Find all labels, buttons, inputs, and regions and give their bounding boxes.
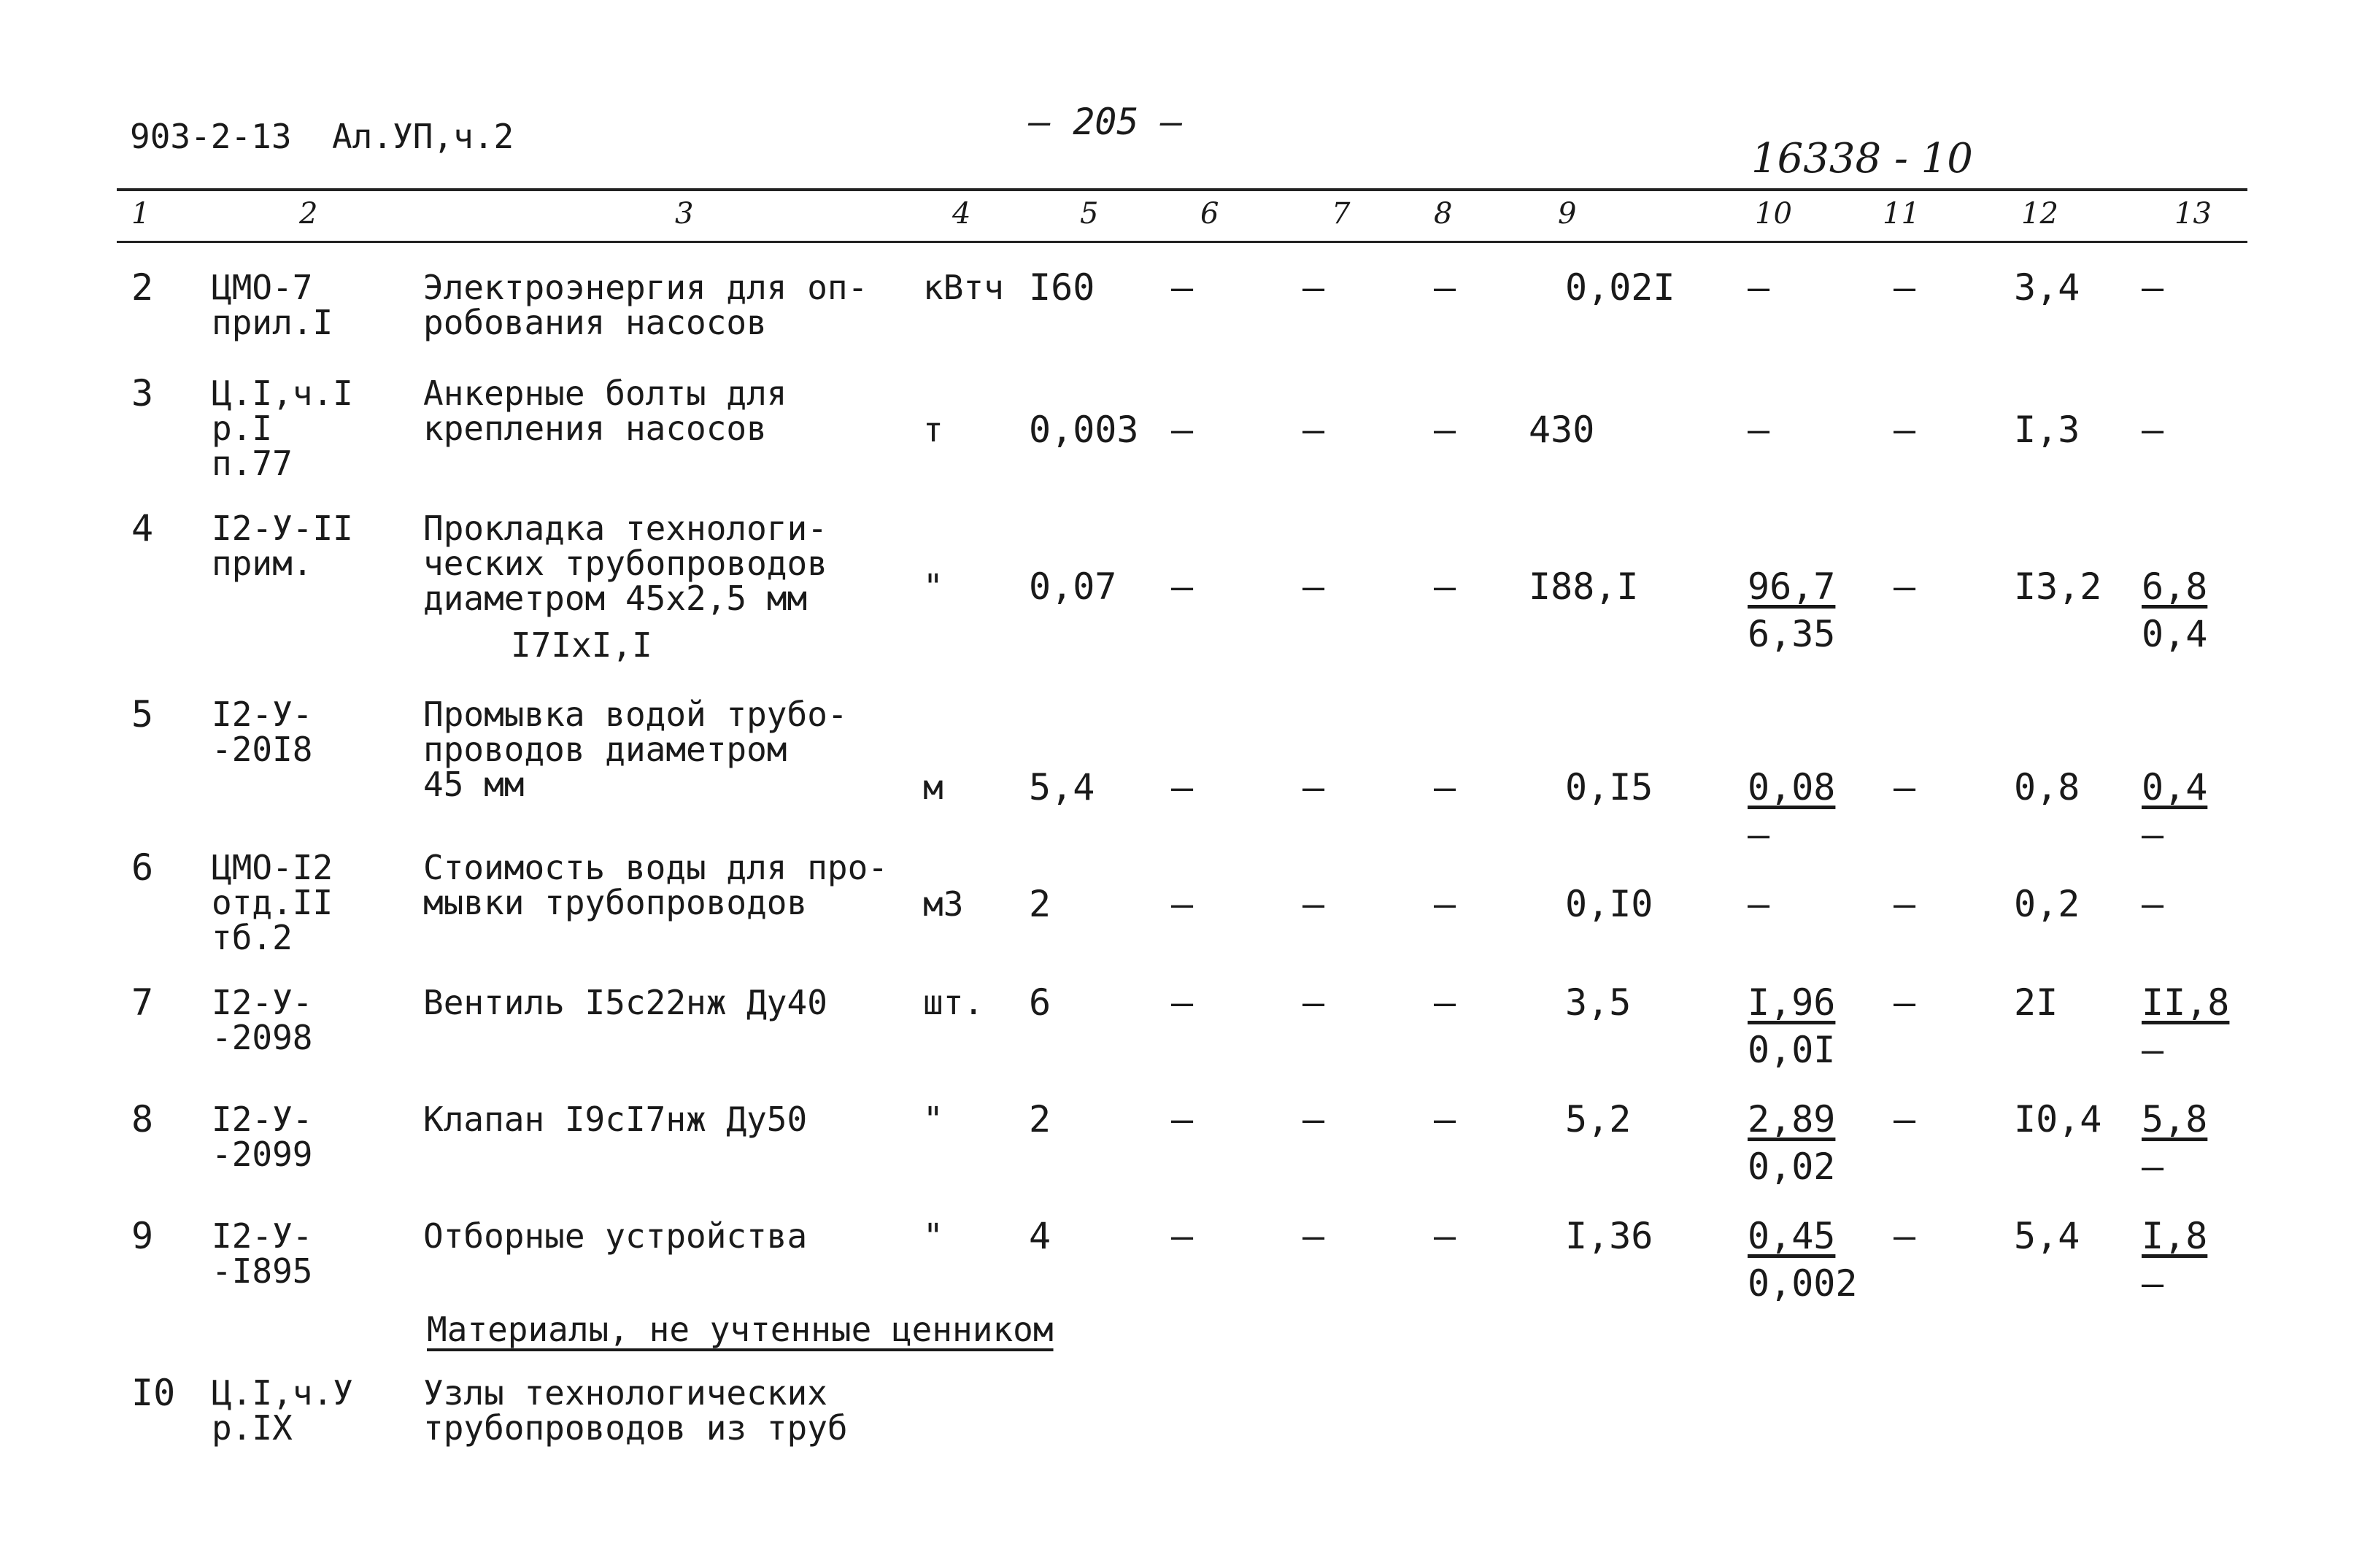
row-number: 9 (131, 1215, 154, 1257)
unit: " (923, 1216, 943, 1256)
col-11-value: – (1894, 766, 1916, 808)
col-6-value: – (1171, 981, 1194, 1024)
norm-code: I2-У-II прим. (212, 509, 353, 583)
col-10-subvalue: 0,002 (1748, 1262, 1858, 1305)
col-10-value: – (1748, 409, 1770, 451)
unit: " (923, 1100, 943, 1139)
col-11-value: – (1894, 409, 1916, 451)
quantity: 0,07 (1029, 565, 1117, 608)
col-13-subvalue: – (2142, 814, 2164, 856)
col-12-value: I,3 (2014, 409, 2080, 451)
col-10-value: 96,7 (1748, 565, 1836, 608)
col-13-subvalue: – (2142, 1262, 2164, 1305)
col-10-subvalue: 0,02 (1748, 1146, 1836, 1188)
col-13-value: I,8 (2142, 1215, 2208, 1257)
quantity: 4 (1029, 1215, 1051, 1257)
section-title: Материалы, не учтенные ценником (427, 1310, 1054, 1349)
col-10-subvalue: 6,35 (1748, 613, 1836, 655)
column-number-7: 7 (1332, 197, 1351, 231)
item-name: Анкерные болты для крепления насосов (423, 374, 787, 448)
document-code: 903-2-13 Ал.УП,ч.2 (130, 117, 514, 156)
col-12-value: 3,4 (2014, 266, 2080, 309)
col-7-value: – (1302, 409, 1325, 451)
col-11-value: – (1894, 565, 1916, 608)
item-name: Вентиль I5с22нж Ду40 (423, 983, 827, 1022)
item-name: Прокладка технологи- ческих трубопроводов диаметром 45х2,5 мм (423, 509, 827, 618)
col-9-value: I88,I (1529, 565, 1639, 608)
page-number: – 205 – (1029, 101, 1183, 143)
row-number: 8 (131, 1098, 154, 1140)
row-number: 4 (131, 507, 154, 549)
row-number: 7 (131, 981, 154, 1024)
col-12-value: 2I (2014, 981, 2058, 1024)
col-13-subvalue: – (2142, 1029, 2164, 1071)
column-number-13: 13 (2174, 197, 2212, 231)
row-number: 6 (131, 846, 154, 889)
column-number-5: 5 (1080, 197, 1099, 231)
col-11-value: – (1894, 1215, 1916, 1257)
quantity: 5,4 (1029, 766, 1095, 808)
col-8-value: – (1434, 1098, 1456, 1140)
col-6-value: – (1171, 1215, 1194, 1257)
column-number-8: 8 (1434, 197, 1453, 231)
col-9-value: 3,5 (1565, 981, 1632, 1024)
col-13-subvalue: – (2142, 1146, 2164, 1188)
row-number: 5 (131, 693, 154, 735)
item-name: Отборные устройства (423, 1216, 808, 1256)
col-6-value: – (1171, 883, 1194, 925)
quantity: 6 (1029, 981, 1051, 1024)
row-number: 2 (131, 266, 154, 309)
item-note: I7IxI,I (511, 625, 652, 665)
column-number-3: 3 (675, 197, 694, 231)
quantity: 2 (1029, 1098, 1051, 1140)
col-10-value: I,96 (1748, 981, 1836, 1024)
col-12-value: 0,8 (2014, 766, 2080, 808)
col-9-value: 0,I5 (1565, 766, 1653, 808)
col-6-value: – (1171, 266, 1194, 309)
col-6-value: – (1171, 766, 1194, 808)
norm-code: I2-У- -I895 (212, 1216, 313, 1291)
unit: м (923, 768, 943, 807)
col-11-value: – (1894, 1098, 1916, 1140)
column-number-2: 2 (299, 197, 318, 231)
col-7-value: – (1302, 266, 1325, 309)
norm-code: ЦМО-I2 отд.II тб.2 (212, 848, 333, 957)
col-10-value: 2,89 (1748, 1098, 1836, 1140)
col-9-value: 5,2 (1565, 1098, 1632, 1140)
col-12-value: 5,4 (2014, 1215, 2080, 1257)
col-13-value: 0,4 (2142, 766, 2208, 808)
unit: шт. (923, 983, 984, 1022)
col-10-value: – (1748, 883, 1770, 925)
col-12-value: I3,2 (2014, 565, 2102, 608)
col-10-value: 0,45 (1748, 1215, 1836, 1257)
column-number-9: 9 (1558, 197, 1577, 231)
item-name: Узлы технологических трубопроводов из труб (423, 1373, 848, 1448)
col-7-value: – (1302, 883, 1325, 925)
header-top-rule (117, 188, 2247, 191)
norm-code: Ц.I,ч.У р.IX (212, 1373, 353, 1448)
col-9-value: I,36 (1565, 1215, 1653, 1257)
norm-code: Ц.I,ч.I р.I п.77 (212, 374, 353, 483)
col-8-value: – (1434, 565, 1456, 608)
col-11-value: – (1894, 266, 1916, 309)
norm-code: ЦМО-7 прил.I (212, 268, 333, 342)
col-7-value: – (1302, 981, 1325, 1024)
col-13-value: – (2142, 409, 2164, 451)
column-number-1: 1 (131, 197, 150, 231)
column-number-11: 11 (1883, 197, 1920, 231)
col-7-value: – (1302, 1098, 1325, 1140)
col-13-value: 6,8 (2142, 565, 2208, 608)
column-number-4: 4 (952, 197, 971, 231)
unit: кВтч (923, 268, 1004, 307)
column-number-6: 6 (1200, 197, 1219, 231)
col-7-value: – (1302, 766, 1325, 808)
col-13-value: – (2142, 883, 2164, 925)
row-number: I0 (131, 1372, 176, 1414)
row-number: 3 (131, 372, 154, 414)
col-6-value: – (1171, 565, 1194, 608)
quantity: 0,003 (1029, 409, 1139, 451)
item-name: Промывка водой трубо- проводов диаметром 45 мм (423, 695, 848, 804)
col-13-value: II,8 (2142, 981, 2230, 1024)
col-8-value: – (1434, 981, 1456, 1024)
col-13-value: 5,8 (2142, 1098, 2208, 1140)
col-9-value: 430 (1529, 409, 1595, 451)
quantity: I60 (1029, 266, 1095, 309)
column-number-12: 12 (2021, 197, 2058, 231)
norm-code: I2-У- -20I8 (212, 695, 313, 769)
col-7-value: – (1302, 565, 1325, 608)
col-12-value: 0,2 (2014, 883, 2080, 925)
norm-code: I2-У- -2099 (212, 1100, 313, 1174)
unit: " (923, 567, 943, 606)
norm-code: I2-У- -2098 (212, 983, 313, 1057)
col-13-subvalue: 0,4 (2142, 613, 2208, 655)
unit: м3 (923, 884, 964, 924)
col-8-value: – (1434, 1215, 1456, 1257)
col-10-subvalue: – (1748, 814, 1770, 856)
col-8-value: – (1434, 766, 1456, 808)
col-6-value: – (1171, 409, 1194, 451)
col-12-value: I0,4 (2014, 1098, 2102, 1140)
col-8-value: – (1434, 409, 1456, 451)
col-11-value: – (1894, 883, 1916, 925)
col-9-value: 0,02I (1565, 266, 1675, 309)
col-9-value: 0,I0 (1565, 883, 1653, 925)
header-bottom-rule (117, 241, 2247, 243)
col-8-value: – (1434, 266, 1456, 309)
column-number-10: 10 (1755, 197, 1792, 231)
unit: т (923, 410, 943, 449)
col-10-value: – (1748, 266, 1770, 309)
item-name: Стоимость воды для про- мывки трубопроводов (423, 848, 888, 922)
col-7-value: – (1302, 1215, 1325, 1257)
item-name: Клапан I9сI7нж Ду50 (423, 1100, 808, 1139)
col-10-value: 0,08 (1748, 766, 1836, 808)
item-name: Электроэнергия для оп- робования насосов (423, 268, 868, 342)
col-6-value: – (1171, 1098, 1194, 1140)
col-8-value: – (1434, 883, 1456, 925)
col-13-value: – (2142, 266, 2164, 309)
archive-stamp: 16338 - 10 (1751, 135, 1973, 182)
quantity: 2 (1029, 883, 1051, 925)
col-10-subvalue: 0,0I (1748, 1029, 1836, 1071)
col-11-value: – (1894, 981, 1916, 1024)
